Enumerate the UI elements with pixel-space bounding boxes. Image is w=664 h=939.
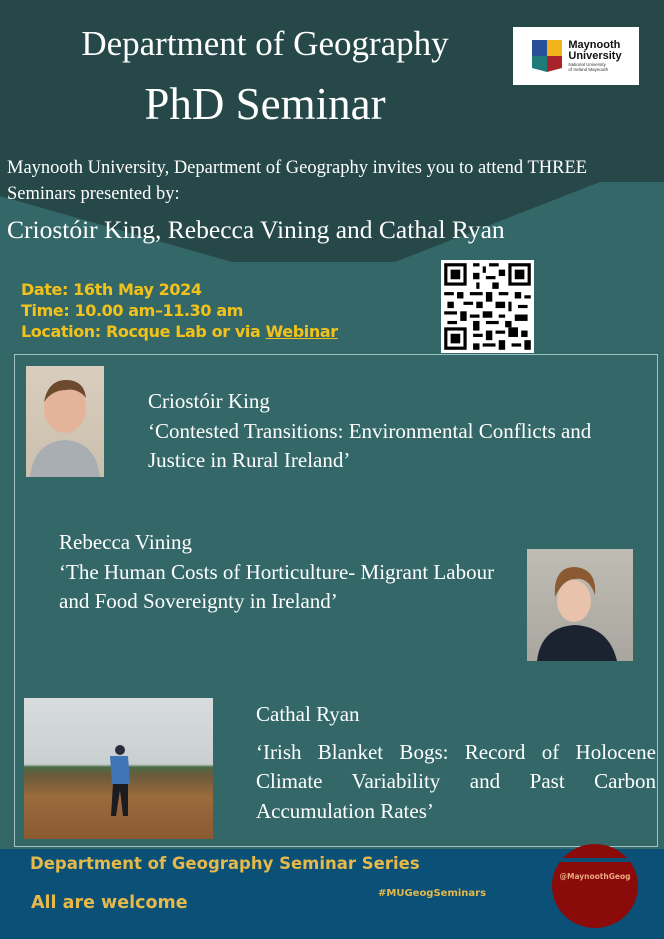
department-title: Department of Geography	[81, 24, 449, 63]
event-location	[21, 321, 338, 342]
speaker-2-text	[59, 528, 499, 617]
qr-code[interactable]	[441, 260, 534, 353]
speaker-photo-rebecca-vining	[527, 549, 633, 661]
logo-line2: University	[568, 49, 622, 62]
event-details	[21, 279, 338, 342]
invitation-text: Maynooth University, Department of Geography invites you to attend THREE Seminars presented by:	[7, 158, 588, 204]
speaker-1-text	[148, 387, 608, 476]
talk-title: ‘Contested Transitions: Environmental Conflicts and Justice in Rural Ireland’	[148, 418, 592, 472]
logo-line4: of Ireland Maynooth	[568, 67, 609, 72]
hashtag[interactable]: #MUGeogSeminars	[378, 888, 487, 899]
speaker-photo-criostoir-king	[26, 366, 104, 477]
talk-title: ‘Irish Blanket Bogs: Record of Holocene Climate Variability and Past Carbon Accumulation Rates’	[256, 739, 656, 823]
seminar-title: PhD Seminar	[144, 79, 386, 129]
logo-line1: Maynooth	[568, 38, 621, 51]
talk-title: ‘The Human Costs of Horticulture- Migrant Labour and Food Sovereignty in Ireland’	[59, 559, 495, 613]
presenters-list: Criostóir King, Rebecca Vining and Cathal Ryan	[7, 215, 505, 244]
welcome-text: All are welcome	[31, 893, 188, 913]
speaker-3-text	[256, 700, 656, 826]
speaker-name: Cathal Ryan	[256, 702, 360, 726]
speaker-photo-cathal-ryan	[24, 698, 213, 839]
webinar-link[interactable]: Webinar	[265, 322, 338, 341]
twitter-handle: @MaynoothGeog	[559, 872, 631, 881]
maynooth-university-logo	[513, 27, 639, 85]
badge-stripe	[552, 858, 638, 862]
university-crest-icon	[530, 38, 564, 74]
location-text: Location: Rocque Lab or via	[21, 322, 266, 341]
logo-line3: National University	[568, 61, 606, 67]
event-date: Date: 16th May 2024	[21, 280, 202, 299]
event-time: Time: 10.00 am–11.30 am	[21, 301, 243, 320]
speaker-name: Criostóir King	[148, 389, 270, 413]
social-handle-badge[interactable]	[552, 844, 638, 928]
speaker-name: Rebecca Vining	[59, 530, 193, 554]
seminar-series-label: Department of Geography Seminar Series	[30, 854, 420, 873]
qr-code-icon	[441, 260, 534, 353]
